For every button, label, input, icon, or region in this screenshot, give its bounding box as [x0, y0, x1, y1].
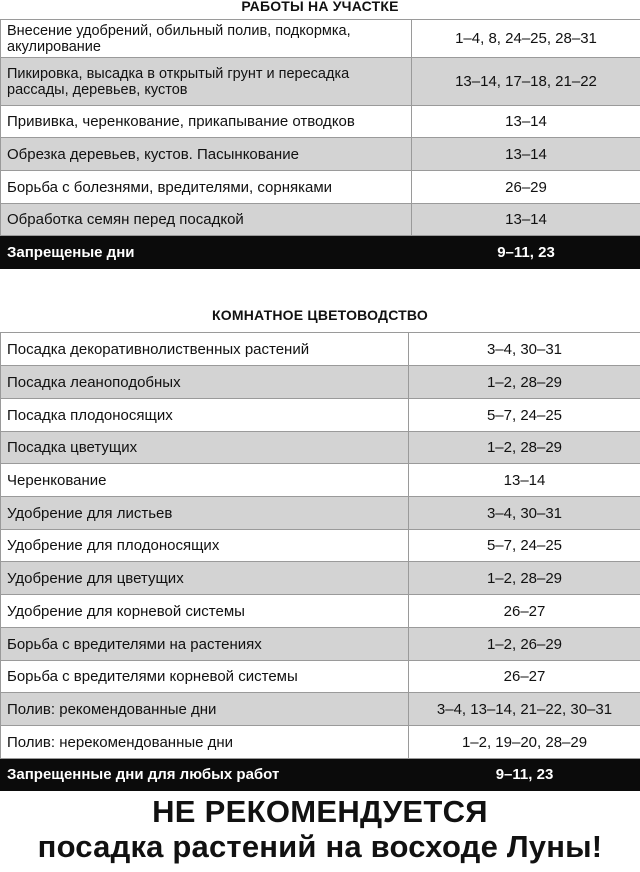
task-cell: Удобрение для плодоносящих [1, 530, 409, 562]
days-cell: 26–29 [412, 171, 640, 204]
table-row [1, 333, 640, 366]
table-row [1, 595, 640, 628]
table-row [1, 106, 640, 138]
table-row [1, 399, 640, 432]
table-row [1, 628, 640, 661]
table-row [1, 138, 640, 171]
days-cell: 1–2, 19–20, 28–29 [409, 726, 640, 759]
days-cell: 3–4, 13–14, 21–22, 30–31 [409, 693, 640, 726]
days-cell: 13–14, 17–18, 21–22 [412, 58, 640, 106]
days-cell: 1–2, 26–29 [409, 628, 640, 661]
task-cell: Обрезка деревьев, кустов. Пасынкование [1, 138, 412, 171]
days-cell: 3–4, 30–31 [409, 497, 640, 530]
table-row [1, 726, 640, 759]
table-row [1, 204, 640, 236]
task-cell: Посадка декоративнолиственных растений [1, 333, 409, 366]
days-cell: 13–14 [412, 204, 640, 236]
days-cell: 1–2, 28–29 [409, 432, 640, 464]
forbidden-days-value: 9–11, 23 [409, 759, 640, 791]
section-title-garden: РАБОТЫ НА УЧАСТКЕ [241, 0, 399, 14]
table-row [1, 171, 640, 204]
table-row [1, 562, 640, 595]
table-row [1, 464, 640, 497]
task-cell: Прививка, черенкование, прикапывание отводков [1, 106, 412, 138]
table-row [1, 58, 640, 106]
days-cell: 13–14 [409, 464, 640, 497]
forbidden-days-label: Запрещеные дни [1, 236, 412, 269]
forbidden-days-label: Запрещенные дни для любых работ [1, 759, 409, 791]
days-cell: 5–7, 24–25 [409, 530, 640, 562]
days-cell: 1–2, 28–29 [409, 366, 640, 399]
table-row [1, 693, 640, 726]
forbidden-days-value: 9–11, 23 [412, 236, 640, 269]
warning-line-2: посадка растений на восходе Луны! [37, 829, 603, 864]
task-cell: Пикировка, высадка в открытый грунт и пересадка рассады, деревьев, кустов [1, 58, 412, 106]
section-spacer [0, 269, 640, 299]
task-cell: Борьба с болезнями, вредителями, сорняками [1, 171, 412, 204]
moonrise-warning [0, 794, 640, 865]
indoor-flowers-table [0, 332, 640, 791]
task-cell: Посадка цветущих [1, 432, 409, 464]
task-cell: Полив: рекомендованные дни [1, 693, 409, 726]
garden-works-table [0, 19, 640, 269]
days-cell: 1–4, 8, 24–25, 28–31 [412, 20, 640, 58]
table-row [1, 366, 640, 399]
days-cell: 3–4, 30–31 [409, 333, 640, 366]
warning-line-1: НЕ РЕКОМЕНДУЕТСЯ [152, 794, 488, 829]
section-title-indoor: КОМНАТНОЕ ЦВЕТОВОДСТВО [212, 307, 428, 323]
forbidden-days-row [1, 759, 640, 791]
task-cell: Удобрение для корневой системы [1, 595, 409, 628]
task-cell: Внесение удобрений, обильный полив, подкормка, акулирование [1, 20, 412, 58]
days-cell: 26–27 [409, 661, 640, 693]
table-row [1, 661, 640, 693]
task-cell: Обработка семян перед посадкой [1, 204, 412, 236]
forbidden-days-row [1, 236, 640, 269]
task-cell: Борьба с вредителями корневой системы [1, 661, 409, 693]
task-cell: Удобрение для цветущих [1, 562, 409, 595]
days-cell: 1–2, 28–29 [409, 562, 640, 595]
task-cell: Полив: нерекомендованные дни [1, 726, 409, 759]
task-cell: Удобрение для листьев [1, 497, 409, 530]
task-cell: Борьба с вредителями на растениях [1, 628, 409, 661]
days-cell: 13–14 [412, 106, 640, 138]
task-cell: Посадка плодоносящих [1, 399, 409, 432]
table-row [1, 20, 640, 58]
table-row [1, 530, 640, 562]
days-cell: 26–27 [409, 595, 640, 628]
table-row [1, 497, 640, 530]
days-cell: 13–14 [412, 138, 640, 171]
days-cell: 5–7, 24–25 [409, 399, 640, 432]
task-cell: Черенкование [1, 464, 409, 497]
task-cell: Посадка леаноподобных [1, 366, 409, 399]
table-row [1, 432, 640, 464]
